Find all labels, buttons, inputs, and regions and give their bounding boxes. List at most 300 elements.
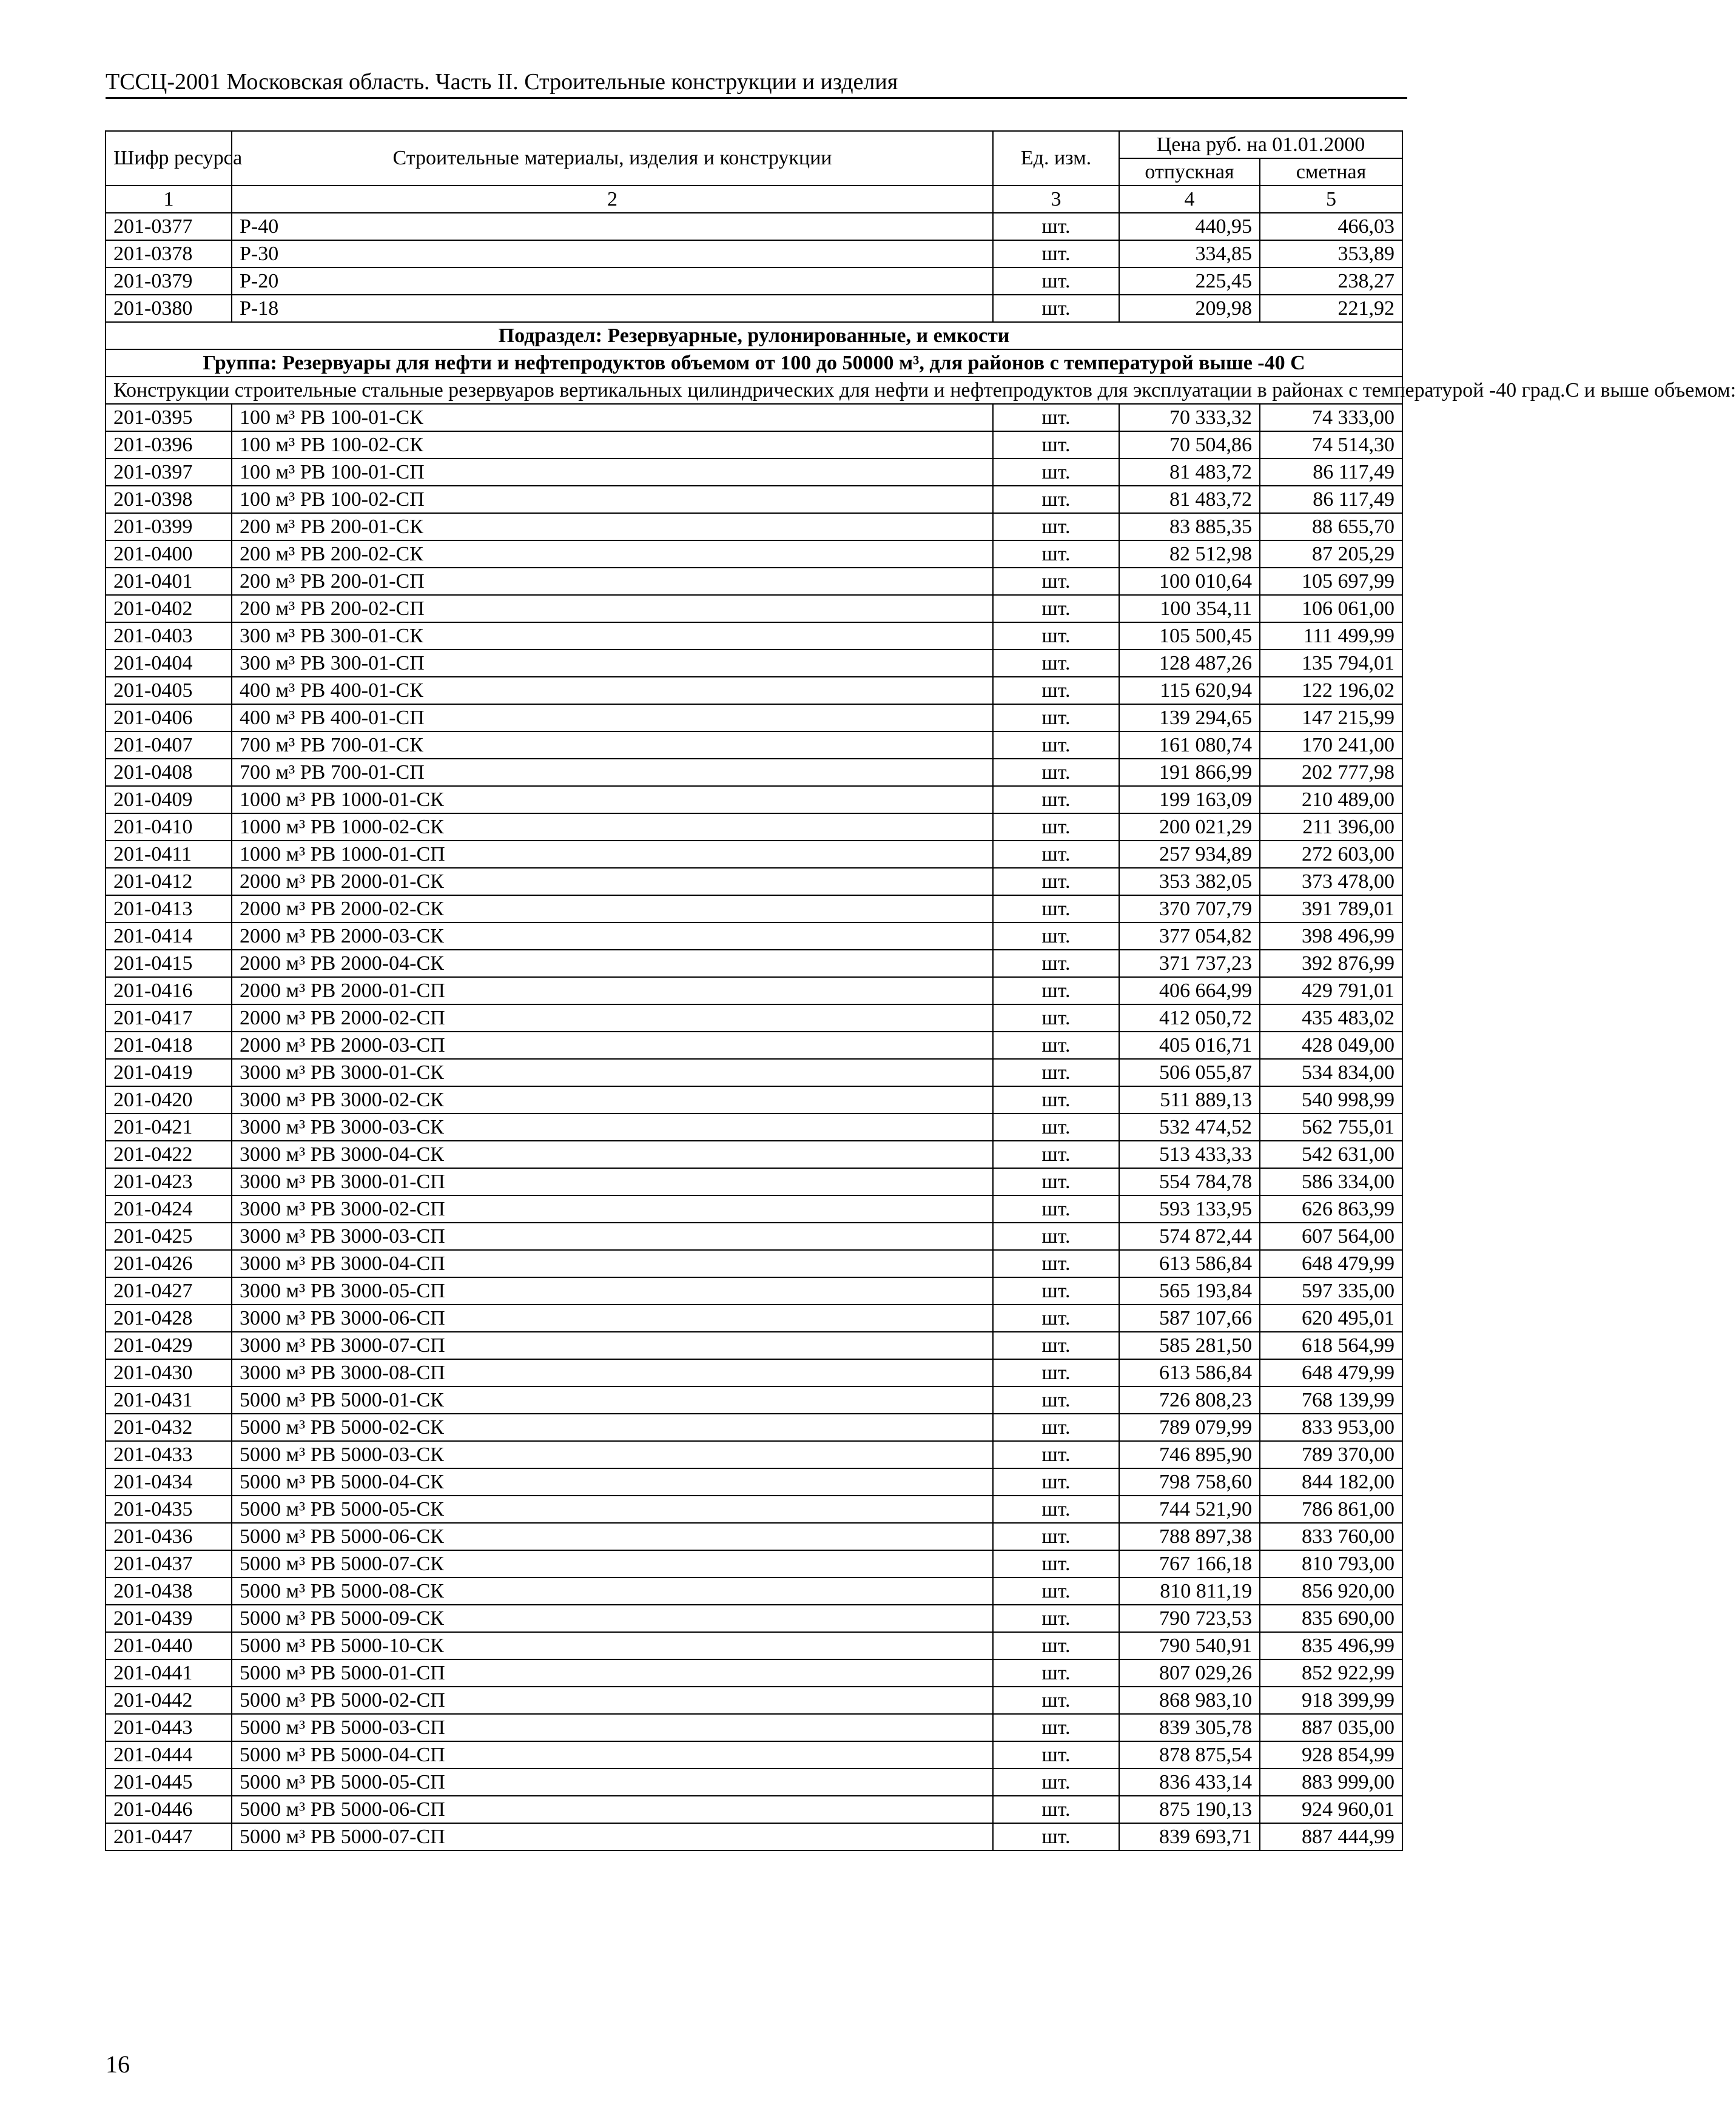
estimate-price-cell: 833 760,00 [1260,1523,1402,1550]
release-price-cell: 191 866,99 [1119,759,1260,786]
table-row [106,1168,1402,1195]
resource-code-cell: 201-0439 [106,1605,232,1632]
release-price-cell: 868 983,10 [1119,1687,1260,1714]
item-name-cell: 1000 м³ РВ 1000-02-СК [232,813,993,841]
item-name-cell: 5000 м³ РВ 5000-04-СП [232,1741,993,1769]
unit-cell: шт. [993,1332,1119,1359]
table-row [106,1496,1402,1523]
table-row [106,1605,1402,1632]
estimate-price-cell: 392 876,99 [1260,950,1402,977]
estimate-price-cell: 86 117,49 [1260,459,1402,486]
unit-cell: шт. [993,513,1119,540]
column-header-estimate-price: сметная [1260,158,1402,186]
item-name-cell: 5000 м³ РВ 5000-09-СК [232,1605,993,1632]
item-name-cell: 3000 м³ РВ 3000-03-СП [232,1223,993,1250]
estimate-price-cell: 74 514,30 [1260,431,1402,459]
release-price-cell: 100 010,64 [1119,568,1260,595]
release-price-cell: 810 811,19 [1119,1578,1260,1605]
resource-code-cell: 201-0400 [106,540,232,568]
unit-cell: шт. [993,1305,1119,1332]
release-price-cell: 377 054,82 [1119,922,1260,950]
group-title: Группа: Резервуары для нефти и нефтепродуктов объемом от 100 до 50000 м³, для районов с температурой выше -40 С [106,349,1402,377]
table-row [106,240,1402,267]
column-header-release-price: отпускная [1119,158,1260,186]
item-name-cell: 100 м³ РВ 100-01-СП [232,459,993,486]
release-price-cell: 115 620,94 [1119,677,1260,704]
resource-code-cell: 201-0404 [106,650,232,677]
table-row [106,868,1402,895]
estimate-price-cell: 835 690,00 [1260,1605,1402,1632]
unit-cell: шт. [993,1496,1119,1523]
unit-cell: шт. [993,1796,1119,1823]
resource-code-cell: 201-0396 [106,431,232,459]
column-number: 3 [993,186,1119,213]
estimate-price-cell: 534 834,00 [1260,1059,1402,1086]
table-row [106,404,1402,431]
resource-code-cell: 201-0438 [106,1578,232,1605]
table-row [106,813,1402,841]
unit-cell: шт. [993,595,1119,622]
item-name-cell: Р-40 [232,213,993,240]
item-name-cell: 5000 м³ РВ 5000-01-СП [232,1659,993,1687]
estimate-price-cell: 768 139,99 [1260,1386,1402,1414]
estimate-price-cell: 391 789,01 [1260,895,1402,922]
item-name-cell: 5000 м³ РВ 5000-02-СП [232,1687,993,1714]
resource-code-cell: 201-0418 [106,1032,232,1059]
table-row [106,1004,1402,1032]
table-row [106,677,1402,704]
estimate-price-cell: 202 777,98 [1260,759,1402,786]
release-price-cell: 574 872,44 [1119,1223,1260,1250]
item-name-cell: Р-30 [232,240,993,267]
release-price-cell: 209,98 [1119,295,1260,322]
table-row [106,1086,1402,1114]
item-name-cell: 5000 м³ РВ 5000-04-СК [232,1468,993,1496]
item-name-cell: 3000 м³ РВ 3000-04-СП [232,1250,993,1277]
release-price-cell: 554 784,78 [1119,1168,1260,1195]
resource-code-cell: 201-0408 [106,759,232,786]
item-name-cell: 2000 м³ РВ 2000-02-СК [232,895,993,922]
unit-cell: шт. [993,295,1119,322]
release-price-cell: 613 586,84 [1119,1250,1260,1277]
resource-code-cell: 201-0423 [106,1168,232,1195]
item-name-cell: 400 м³ РВ 400-01-СК [232,677,993,704]
item-name-cell: 200 м³ РВ 200-01-СП [232,568,993,595]
unit-cell: шт. [993,1687,1119,1714]
item-name-cell: 300 м³ РВ 300-01-СК [232,622,993,650]
release-price-cell: 746 895,90 [1119,1441,1260,1468]
estimate-price-cell: 626 863,99 [1260,1195,1402,1223]
estimate-price-cell: 620 495,01 [1260,1305,1402,1332]
resource-code-cell: 201-0433 [106,1441,232,1468]
estimate-price-cell: 789 370,00 [1260,1441,1402,1468]
release-price-cell: 511 889,13 [1119,1086,1260,1114]
release-price-cell: 161 080,74 [1119,731,1260,759]
release-price-cell: 406 664,99 [1119,977,1260,1004]
resource-code-cell: 201-0407 [106,731,232,759]
resource-code-cell: 201-0429 [106,1332,232,1359]
release-price-cell: 839 693,71 [1119,1823,1260,1850]
unit-cell: шт. [993,1032,1119,1059]
item-name-cell: 1000 м³ РВ 1000-01-СК [232,786,993,813]
estimate-price-cell: 221,92 [1260,295,1402,322]
unit-cell: шт. [993,1659,1119,1687]
estimate-price-cell: 852 922,99 [1260,1659,1402,1687]
estimate-price-cell: 833 953,00 [1260,1414,1402,1441]
estimate-price-cell: 887 444,99 [1260,1823,1402,1850]
resource-code-cell: 201-0378 [106,240,232,267]
release-price-cell: 565 193,84 [1119,1277,1260,1305]
table-row [106,568,1402,595]
item-name-cell: 5000 м³ РВ 5000-07-СК [232,1550,993,1578]
document-header-title: ТССЦ-2001 Московская область. Часть II. Строительные конструкции и изделия [106,69,898,95]
item-name-cell: 2000 м³ РВ 2000-02-СП [232,1004,993,1032]
resource-code-cell: 201-0402 [106,595,232,622]
table-header-row [106,131,1402,158]
item-name-cell: 3000 м³ РВ 3000-08-СП [232,1359,993,1386]
estimate-price-cell: 170 241,00 [1260,731,1402,759]
estimate-price-cell: 105 697,99 [1260,568,1402,595]
estimate-price-cell: 210 489,00 [1260,786,1402,813]
estimate-price-cell: 106 061,00 [1260,595,1402,622]
estimate-price-cell: 924 960,01 [1260,1796,1402,1823]
release-price-cell: 334,85 [1119,240,1260,267]
unit-cell: шт. [993,1114,1119,1141]
table-row [106,1796,1402,1823]
table-row [106,431,1402,459]
unit-cell: шт. [993,1414,1119,1441]
resource-code-cell: 201-0426 [106,1250,232,1277]
item-name-cell: 700 м³ РВ 700-01-СП [232,759,993,786]
estimate-price-cell: 786 861,00 [1260,1496,1402,1523]
item-name-cell: 5000 м³ РВ 5000-03-СП [232,1714,993,1741]
unit-cell: шт. [993,1523,1119,1550]
table-row [106,1141,1402,1168]
item-name-cell: 3000 м³ РВ 3000-01-СП [232,1168,993,1195]
estimate-price-cell: 856 920,00 [1260,1578,1402,1605]
resource-code-cell: 201-0405 [106,677,232,704]
estimate-price-cell: 648 479,99 [1260,1250,1402,1277]
item-name-cell: Р-20 [232,267,993,295]
table-row [106,1550,1402,1578]
price-table [105,130,1736,1851]
item-name-cell: 700 м³ РВ 700-01-СК [232,731,993,759]
estimate-price-cell: 429 791,01 [1260,977,1402,1004]
release-price-cell: 790 540,91 [1119,1632,1260,1659]
unit-cell: шт. [993,1632,1119,1659]
resource-code-cell: 201-0422 [106,1141,232,1168]
estimate-price-cell: 398 496,99 [1260,922,1402,950]
unit-cell: шт. [993,922,1119,950]
resource-code-cell: 201-0421 [106,1114,232,1141]
table-row [106,1714,1402,1741]
table-row [106,1114,1402,1141]
column-header-code: Шифр ресурса [106,131,232,186]
resource-code-cell: 201-0401 [106,568,232,595]
resource-code-cell: 201-0377 [106,213,232,240]
table-row [106,540,1402,568]
resource-code-cell: 201-0447 [106,1823,232,1850]
unit-cell: шт. [993,650,1119,677]
release-price-cell: 836 433,14 [1119,1769,1260,1796]
estimate-price-cell: 373 478,00 [1260,868,1402,895]
release-price-cell: 878 875,54 [1119,1741,1260,1769]
unit-cell: шт. [993,1277,1119,1305]
unit-cell: шт. [993,1386,1119,1414]
unit-cell: шт. [993,240,1119,267]
estimate-price-cell: 540 998,99 [1260,1086,1402,1114]
release-price-cell: 587 107,66 [1119,1305,1260,1332]
column-number: 1 [106,186,232,213]
unit-cell: шт. [993,1823,1119,1850]
unit-cell: шт. [993,1195,1119,1223]
resource-code-cell: 201-0437 [106,1550,232,1578]
item-name-cell: 3000 м³ РВ 3000-02-СП [232,1195,993,1223]
estimate-price-cell: 648 479,99 [1260,1359,1402,1386]
unit-cell: шт. [993,1059,1119,1086]
item-name-cell: 300 м³ РВ 300-01-СП [232,650,993,677]
column-number: 5 [1260,186,1402,213]
item-name-cell: 200 м³ РВ 200-01-СК [232,513,993,540]
table-row [106,1687,1402,1714]
column-numbers-row [106,186,1402,213]
release-price-cell: 81 483,72 [1119,459,1260,486]
release-price-cell: 353 382,05 [1119,868,1260,895]
release-price-cell: 257 934,89 [1119,841,1260,868]
resource-code-cell: 201-0445 [106,1769,232,1796]
release-price-cell: 788 897,38 [1119,1523,1260,1550]
table-row [106,486,1402,513]
release-price-cell: 82 512,98 [1119,540,1260,568]
item-name-cell: 5000 м³ РВ 5000-01-СК [232,1386,993,1414]
resource-code-cell: 201-0417 [106,1004,232,1032]
item-name-cell: 5000 м³ РВ 5000-02-СК [232,1414,993,1441]
release-price-cell: 199 163,09 [1119,786,1260,813]
table-row [106,1032,1402,1059]
release-price-cell: 128 487,26 [1119,650,1260,677]
unit-cell: шт. [993,1605,1119,1632]
unit-cell: шт. [993,1250,1119,1277]
release-price-cell: 83 885,35 [1119,513,1260,540]
unit-cell: шт. [993,1578,1119,1605]
item-name-cell: 5000 м³ РВ 5000-07-СП [232,1823,993,1850]
release-price-cell: 744 521,90 [1119,1496,1260,1523]
subsection-title: Подраздел: Резервуарные, рулонированные, и емкости [106,322,1402,349]
resource-code-cell: 201-0425 [106,1223,232,1250]
column-number: 2 [232,186,993,213]
unit-cell: шт. [993,486,1119,513]
table-row [106,1441,1402,1468]
release-price-cell: 532 474,52 [1119,1114,1260,1141]
unit-cell: шт. [993,1741,1119,1769]
release-price-cell: 506 055,87 [1119,1059,1260,1086]
unit-cell: шт. [993,1714,1119,1741]
estimate-price-cell: 918 399,99 [1260,1687,1402,1714]
release-price-cell: 405 016,71 [1119,1032,1260,1059]
item-name-cell: 200 м³ РВ 200-02-СП [232,595,993,622]
unit-cell: шт. [993,1168,1119,1195]
estimate-price-cell: 88 655,70 [1260,513,1402,540]
item-name-cell: 200 м³ РВ 200-02-СК [232,540,993,568]
item-name-cell: 5000 м³ РВ 5000-06-СК [232,1523,993,1550]
resource-code-cell: 201-0446 [106,1796,232,1823]
estimate-price-cell: 883 999,00 [1260,1769,1402,1796]
unit-cell: шт. [993,1141,1119,1168]
unit-cell: шт. [993,1550,1119,1578]
unit-cell: шт. [993,786,1119,813]
release-price-cell: 593 133,95 [1119,1195,1260,1223]
resource-code-cell: 201-0424 [106,1195,232,1223]
estimate-price-cell: 542 631,00 [1260,1141,1402,1168]
release-price-cell: 139 294,65 [1119,704,1260,731]
resource-code-cell: 201-0436 [106,1523,232,1550]
item-name-cell: 5000 м³ РВ 5000-03-СК [232,1441,993,1468]
estimate-price-cell: 562 755,01 [1260,1114,1402,1141]
table-row [106,759,1402,786]
resource-code-cell: 201-0406 [106,704,232,731]
table-row [106,213,1402,240]
resource-code-cell: 201-0397 [106,459,232,486]
unit-cell: шт. [993,704,1119,731]
item-name-cell: 100 м³ РВ 100-01-СК [232,404,993,431]
unit-cell: шт. [993,1359,1119,1386]
description-row [106,377,1402,404]
release-price-cell: 100 354,11 [1119,595,1260,622]
release-price-cell: 789 079,99 [1119,1414,1260,1441]
resource-code-cell: 201-0414 [106,922,232,950]
resource-code-cell: 201-0419 [106,1059,232,1086]
estimate-price-cell: 428 049,00 [1260,1032,1402,1059]
item-name-cell: 100 м³ РВ 100-02-СП [232,486,993,513]
resource-code-cell: 201-0415 [106,950,232,977]
unit-cell: шт. [993,950,1119,977]
estimate-price-cell: 586 334,00 [1260,1168,1402,1195]
item-name-cell: 3000 м³ РВ 3000-03-СК [232,1114,993,1141]
resource-code-cell: 201-0432 [106,1414,232,1441]
table-row [106,1305,1402,1332]
estimate-price-cell: 844 182,00 [1260,1468,1402,1496]
resource-code-cell: 201-0379 [106,267,232,295]
item-name-cell: 5000 м³ РВ 5000-08-СК [232,1578,993,1605]
resource-code-cell: 201-0435 [106,1496,232,1523]
estimate-price-cell: 618 564,99 [1260,1332,1402,1359]
estimate-price-cell: 597 335,00 [1260,1277,1402,1305]
table-row [106,1332,1402,1359]
resource-code-cell: 201-0411 [106,841,232,868]
table-row [106,1359,1402,1386]
item-name-cell: 2000 м³ РВ 2000-01-СК [232,868,993,895]
unit-cell: шт. [993,731,1119,759]
item-name-cell: 2000 м³ РВ 2000-03-СП [232,1032,993,1059]
unit-cell: шт. [993,895,1119,922]
table-row [106,622,1402,650]
estimate-price-cell: 238,27 [1260,267,1402,295]
resource-code-cell: 201-0444 [106,1741,232,1769]
unit-cell: шт. [993,568,1119,595]
estimate-price-cell: 147 215,99 [1260,704,1402,731]
item-name-cell: 3000 м³ РВ 3000-06-СП [232,1305,993,1332]
item-name-cell: 100 м³ РВ 100-02-СК [232,431,993,459]
unit-cell: шт. [993,267,1119,295]
resource-code-cell: 201-0430 [106,1359,232,1386]
table-row [106,1468,1402,1496]
resource-code-cell: 201-0398 [106,486,232,513]
resource-code-cell: 201-0416 [106,977,232,1004]
release-price-cell: 726 808,23 [1119,1386,1260,1414]
estimate-price-cell: 466,03 [1260,213,1402,240]
estimate-price-cell: 810 793,00 [1260,1550,1402,1578]
release-price-cell: 790 723,53 [1119,1605,1260,1632]
table-row [106,731,1402,759]
release-price-cell: 807 029,26 [1119,1659,1260,1687]
estimate-price-cell: 887 035,00 [1260,1714,1402,1741]
estimate-price-cell: 928 854,99 [1260,1741,1402,1769]
table-row [106,1632,1402,1659]
item-name-cell: 2000 м³ РВ 2000-04-СК [232,950,993,977]
table-row [106,650,1402,677]
estimate-price-cell: 122 196,02 [1260,677,1402,704]
resource-code-cell: 201-0409 [106,786,232,813]
unit-cell: шт. [993,841,1119,868]
table-row [106,950,1402,977]
item-name-cell: 5000 м³ РВ 5000-10-СК [232,1632,993,1659]
column-header-name: Строительные материалы, изделия и конструкции [232,131,993,186]
resource-code-cell: 201-0410 [106,813,232,841]
unit-cell: шт. [993,404,1119,431]
estimate-price-cell: 86 117,49 [1260,486,1402,513]
release-price-cell: 839 305,78 [1119,1714,1260,1741]
unit-cell: шт. [993,677,1119,704]
group-description: Конструкции строительные стальные резервуаров вертикальных цилиндрических для нефти и нефтепродуктов для эксплуатации в районах с температурой -40 град.С и выше объемом: [106,377,1402,404]
table-row [106,1769,1402,1796]
resource-code-cell: 201-0399 [106,513,232,540]
item-name-cell: 3000 м³ РВ 3000-04-СК [232,1141,993,1168]
table-row [106,1059,1402,1086]
resource-code-cell: 201-0431 [106,1386,232,1414]
release-price-cell: 767 166,18 [1119,1550,1260,1578]
estimate-price-cell: 111 499,99 [1260,622,1402,650]
table-row [106,704,1402,731]
resource-code-cell: 201-0441 [106,1659,232,1687]
column-header-unit: Ед. изм. [993,131,1119,186]
release-price-cell: 371 737,23 [1119,950,1260,977]
estimate-price-cell: 435 483,02 [1260,1004,1402,1032]
subsection-row [106,322,1402,349]
estimate-price-cell: 272 603,00 [1260,841,1402,868]
group-row [106,349,1402,377]
table-row [106,267,1402,295]
unit-cell: шт. [993,1441,1119,1468]
unit-cell: шт. [993,759,1119,786]
release-price-cell: 875 190,13 [1119,1796,1260,1823]
release-price-cell: 513 433,33 [1119,1141,1260,1168]
table-row [106,1523,1402,1550]
estimate-price-cell: 74 333,00 [1260,404,1402,431]
release-price-cell: 798 758,60 [1119,1468,1260,1496]
item-name-cell: 3000 м³ РВ 3000-05-СП [232,1277,993,1305]
release-price-cell: 585 281,50 [1119,1332,1260,1359]
unit-cell: шт. [993,868,1119,895]
table-row [106,1578,1402,1605]
item-name-cell: 3000 м³ РВ 3000-01-СК [232,1059,993,1086]
table-row [106,977,1402,1004]
table-row [106,1277,1402,1305]
table-row [106,1223,1402,1250]
release-price-cell: 440,95 [1119,213,1260,240]
unit-cell: шт. [993,459,1119,486]
unit-cell: шт. [993,813,1119,841]
resource-code-cell: 201-0443 [106,1714,232,1741]
